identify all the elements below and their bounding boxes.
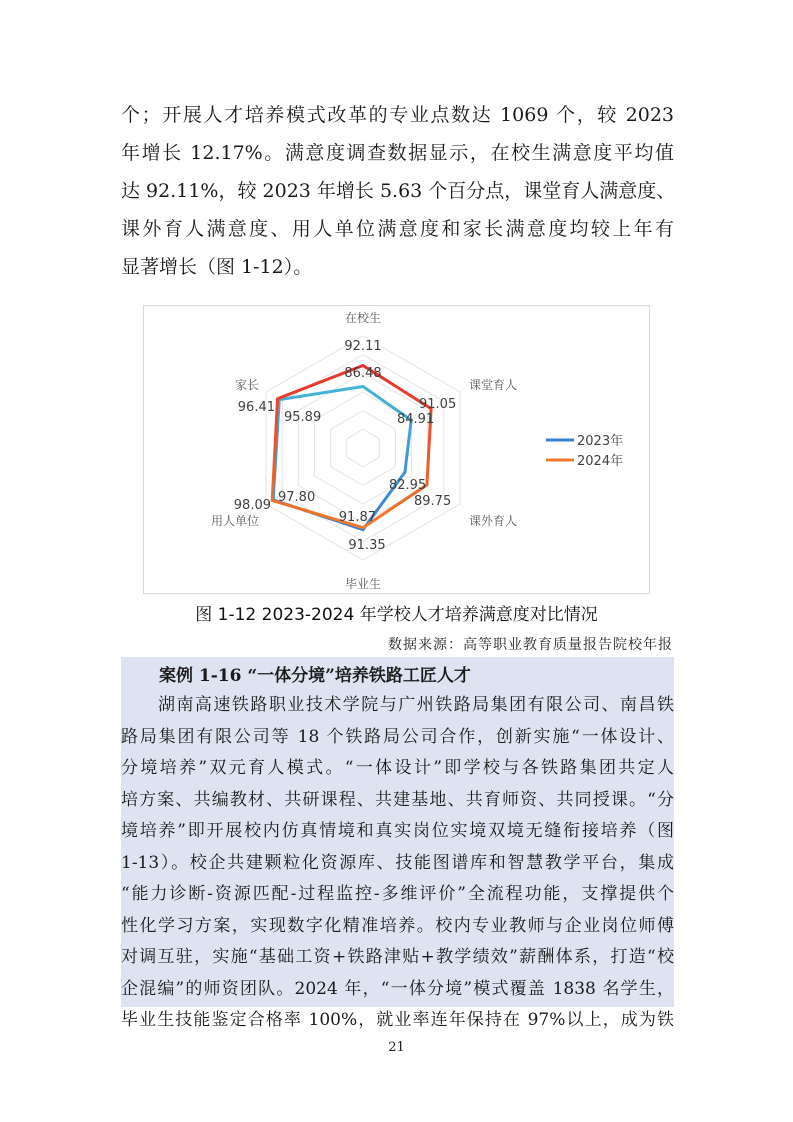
legend-label-2024: 2024年 (577, 454, 624, 469)
grid-ring (347, 429, 379, 466)
data-label-2023-kewaiyuren: 82.95 (389, 478, 427, 493)
case-title: 案例 1-16 “一体分境”培养铁路工匠人才 (159, 666, 471, 686)
case-line: “能力诊断-资源匹配-过程监控-多维评价”全流程功能，支撑提供个 (121, 884, 674, 904)
radar-chart-svg (144, 306, 649, 593)
grid-ring (331, 411, 396, 486)
intro-line: 个；开展人才培养模式改革的专业点数达 1069 个，较 2023 (121, 104, 674, 126)
case-box (121, 657, 674, 1030)
data-label-2023-yongrendanwei: 97.80 (278, 490, 316, 505)
data-label-2024-zaixiaosheng: 92.11 (344, 339, 382, 354)
figure-caption: 图 1-12 2023-2024 年学校人才培养满意度对比情况 (195, 605, 598, 625)
radar-labels (211, 310, 517, 591)
case-line: 企混编”的师资团队。2024 年，“一体分境”模式覆盖 1838 名学生， (121, 978, 674, 999)
radar-chart (143, 305, 650, 594)
case-line: 对调互驻，实施“基础工资+铁路津贴+教学绩效”薪酬体系，打造“校 (121, 947, 674, 967)
intro-line: 年增长 12.17%。满意度调查数据显示，在校生满意度平均值 (121, 142, 674, 164)
data-label-2024-kewaiyuren: 89.75 (414, 494, 452, 509)
case-line: 性化学习方案，实现数字化精准培养。校内专业教师与企业岗位师傅 (121, 915, 674, 936)
data-label-2024-ketangyuren: 91.05 (419, 397, 457, 412)
intro-line: 显著增长（图 1-12）。 (121, 256, 313, 278)
intro-paragraph (121, 96, 674, 286)
case-line: 培方案、共编教材、共研课程、共建基地、共育师资、共同授课。“分 (121, 789, 674, 810)
page-number: 21 (388, 1040, 405, 1055)
case-line: 分境培养”双元育人模式。“一体设计”即学校与各铁路集团共定人 (121, 758, 674, 778)
data-label-2023-jiazhang: 95.89 (284, 410, 322, 425)
data-label-2024-jiazhang: 96.41 (237, 400, 275, 415)
case-line: 1-13）。校企共建颗粒化资源库、技能图谱库和智慧教学平台，集成 (121, 852, 674, 873)
axis-label-kewaiyuren: 课外育人 (469, 514, 518, 528)
intro-line: 课外育人满意度、用人单位满意度和家长满意度均较上年有 (121, 218, 674, 240)
case-body (121, 690, 674, 1037)
legend-label-2023: 2023年 (577, 434, 624, 449)
intro-line: 达 92.11%，较 2023 年增长 5.63 个百分点，课堂育人满意度、 (121, 180, 676, 202)
data-label-2023-biyesheng: 91.87 (338, 510, 376, 525)
data-label-2024-biyesheng: 91.35 (348, 538, 386, 553)
data-label-2023-ketangyuren: 84.91 (397, 412, 435, 427)
data-label-2024-yongrendanwei: 98.09 (233, 498, 271, 513)
case-line: 湖南高速铁路职业技术学院与广州铁路局集团有限公司、南昌铁 (121, 695, 674, 715)
figure-source: 数据来源：高等职业教育质量报告院校年报 (388, 637, 673, 653)
axis-label-zaixiaosheng: 在校生 (344, 311, 382, 325)
axis-label-yongrendanwei: 用人单位 (210, 514, 259, 528)
chart-legend (546, 433, 623, 469)
case-line: 毕业生技能鉴定合格率 100%，就业率连年保持在 97%以上，成为铁 (121, 1010, 674, 1030)
axis-label-jiazhang: 家长 (234, 378, 259, 392)
axis-label-biyesheng: 毕业生 (344, 577, 382, 591)
axis-label-ketangyuren: 课堂育人 (469, 378, 518, 392)
data-label-2023-zaixiaosheng: 86.48 (344, 366, 382, 381)
case-line: 境培养”即开展校内仿真情境和真实岗位实境双境无缝衔接培养（图 (121, 821, 674, 841)
case-line: 路局集团有限公司等 18 个铁路局公司合作，创新实施“一体设计、 (121, 726, 674, 747)
